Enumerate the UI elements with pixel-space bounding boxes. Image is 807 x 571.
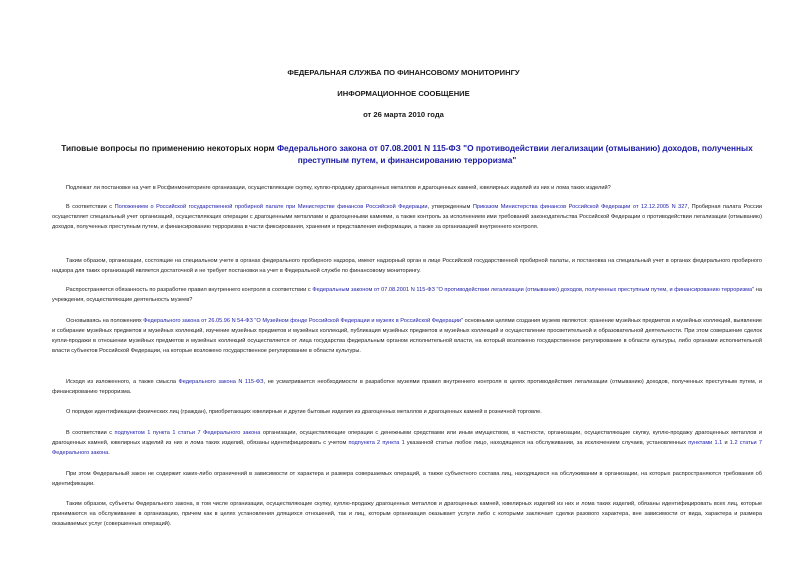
answer-3-para-1 — [52, 428, 762, 458]
agency-heading: ФЕДЕРАЛЬНАЯ СЛУЖБА ПО ФИНАНСОВОМУ МОНИТОРИНГУ — [287, 68, 520, 77]
article-7-point-1-2-link[interactable]: 1.2 статьи 7 Федерального закона — [52, 440, 762, 456]
text-segment: и — [722, 440, 730, 446]
law-54-museum-link[interactable]: Федерального закона от 26.05.96 N 54-ФЗ "О Музейном фонде Российской Федерации и музеях в Российской Федерации" — [143, 318, 464, 324]
text-segment: , Пробирная палата России осуществляет специальный учет организаций, осуществляющих операции с драгоценными металлами и драгоценными камнями, а также контроль за исполнением ими требований законодательства Российской Федерации о противодействии легализации (отмыванию) доходов, полученных преступным путем, и финансированию терроризма в части фиксирования, хранения и представления информации, а также за организацией внутреннего контроля. — [52, 204, 762, 230]
text-segment: указанной статьи любое лицо, находящееся на обслуживании, за исключением случаев, установленных — [404, 440, 689, 446]
answer-1-para-2: Таким образом, организации, состоящие на специальном учете в органах федерального пробирного надзора, имеют надзорный орган в лице Российской государственной пробирной палаты, и постановка на специальный учет в органах федерального пробирного надзора для таких организаций является достаточной и не требует постановки на учет в Федеральной службе по финансовому мониторингу. — [52, 258, 762, 274]
text-segment: на учреждения, осуществляющие деятельность музеев? — [52, 287, 762, 303]
document-title — [52, 142, 762, 166]
answer-1-para-1 — [52, 202, 762, 232]
text-segment: В соответствии с — [66, 204, 115, 210]
law-115-link-2[interactable]: Федеральным законом от 07.08.2001 N 115-ФЗ "О противодействии легализации (отмыванию) доходов, полученных преступным путем, и финансированию терроризма" — [312, 287, 755, 293]
date-heading: от 26 марта 2010 года — [363, 110, 444, 119]
question-1: Подлежат ли постановке на учет в Росфинмониторинге организации, осуществляющие скупку, куплю-продажу драгоценных металлов и драгоценных камней, ювелирных изделий из них и лома таких изделий? — [66, 185, 611, 191]
doc-type-heading: ИНФОРМАЦИОННОЕ СООБЩЕНИЕ — [337, 89, 470, 98]
minfin-order-327-link[interactable]: Приказом Министерства финансов Российской Федерации от 12.12.2005 N 327 — [472, 204, 688, 210]
text-segment: основными целями создания музеев являются: хранение музейных предметов и музейных коллекций, выявление и собирание музейных предметов и музейных коллекций, изучение музейных предметов и музейных коллекций, публикация музейных предметов и музейных коллекций и осуществление просветительной и образовательной деятельности. При этом совершение сделок купли-продажи в отношении музейных предметов и музейных коллекций осуществляется от лица государства федеральным органом исполнительной власти, на который возложено государственное регулирование в области культуры, либо органами исполнительной власти субъектов Российской Федерации, на которые возложено государственное регулирование в области культуры. — [52, 318, 763, 354]
text-segment: . — [108, 450, 110, 456]
law-115-link[interactable]: Федерального закона от 07.08.2001 N 115-ФЗ "О противодействии легализации (отмыванию) доходов, полученных преступным путем, и финансированию терроризма" — [276, 143, 753, 165]
assay-chamber-regulation-link[interactable]: Положением о Российской государственной пробирной палате при Министерстве финансов Российской Федерации — [114, 204, 428, 210]
article-7-subpoint-1-link[interactable]: подпунктом 1 пункта 1 статьи 7 Федерального закона — [114, 430, 261, 436]
text-segment: Исходя из изложенного, а также смысла — [66, 379, 179, 385]
question-3: О порядке идентификации физических лиц (граждан), приобретающих ювелирные и другие бытовые изделия из драгоценных металлов и драгоценных камней в розничной торговле. — [66, 409, 542, 415]
answer-2-para-2 — [52, 377, 762, 397]
title-prefix: Типовые вопросы по применению некоторых норм — [61, 143, 277, 153]
text-segment: , утвержденным — [427, 204, 473, 210]
answer-2-para-1 — [52, 316, 762, 356]
law-115-short-link[interactable]: Федерального закона N 115-ФЗ — [178, 379, 264, 385]
question-2 — [52, 285, 762, 305]
answer-3-para-3: Таким образом, субъекты Федерального закона, в том числе организации, осуществляющие скупку, куплю-продажу драгоценных металлов и драгоценных камней, ювелирных изделий из них и лома таких изделий, обязаны идентифицировать всех лиц, которые принимаются на обслуживание в организацию, причем как в целях установления длящихся отношений, так и лиц, которым организация оказывает услуги либо с которыми заключает сделки разового характера, вне зависимости от вида, характера и размера оказываемых услуг (совершенных операций). — [52, 501, 762, 527]
text-segment: Распространяется обязанность по разработке правил внутреннего контроля в соответствии с — [66, 287, 313, 293]
points-1-1-link[interactable]: пунктами 1.1 — [688, 440, 723, 446]
text-segment: В соответствии с — [66, 430, 115, 436]
text-segment: организации, осуществляющие операции с денежными средствами или иным имуществом, в частности, организации, осуществляющие скупку, куплю-продажу драгоценных металлов и драгоценных камней, ювелирных изделий из них и лома таких изделий, обязаны идентифицировать с учетом — [52, 430, 763, 446]
text-segment: , не усматривается необходимости в разработке музеями правил внутреннего контроля в целях противодействия легализации (отмыванию) доходов, полученных преступным путем, и финансированию терроризма. — [52, 379, 763, 395]
answer-3-para-2: При этом Федеральный закон не содержит каких-либо ограничений в зависимости от характера и размера совершаемых операций, а также субъектного состава лиц, находящихся на обслуживании в организации, на которых распространяются требования об идентификации. — [52, 471, 762, 487]
text-segment: Основываясь на положениях — [66, 318, 144, 324]
subpoint-2-point-1-link[interactable]: подпункта 2 пункта 1 — [348, 440, 405, 446]
